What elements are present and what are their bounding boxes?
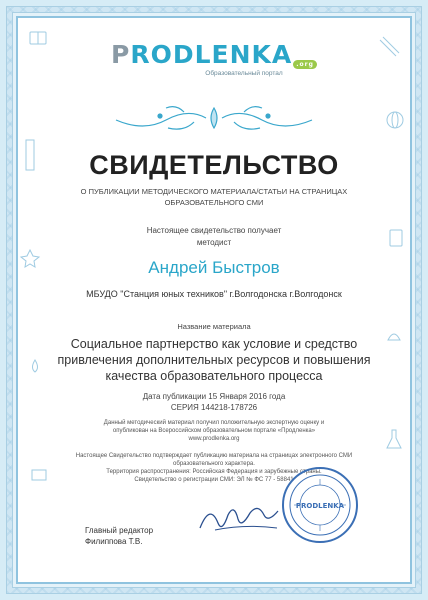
recipient-line-2: методист (196, 238, 232, 247)
confirmation-line-1: Настоящее Свидетельство подтверждает публикацию материала на страницах электронного СМИ образовательного характера. (75, 453, 353, 467)
signer-role: Главный редактор (85, 526, 154, 535)
material-label: Название материала (177, 322, 251, 331)
logo-badge: .org (293, 60, 317, 69)
recipient-line-1: Настоящее свидетельство получает (146, 226, 282, 235)
organization: МБУДО "Станция юных техников" г.Волгодонска г.Волгодонск (86, 289, 342, 299)
logo-wordmark (0, 40, 428, 69)
signer-block (85, 525, 153, 547)
official-stamp (280, 465, 360, 545)
signer-name: Филиппова Т.В. (85, 537, 143, 546)
publication-info (0, 391, 428, 413)
certificate-subtitle: О ПУБЛИКАЦИИ МЕТОДИЧЕСКОГО МАТЕРИАЛА/СТАТЬИ НА СТРАНИЦАХ ОБРАЗОВАТЕЛЬНОГО СМИ (80, 187, 348, 207)
review-note: Данный методический материал получил положительную экспертную оценку и опубликован на Всероссийском образовательном портале «Продленка» www.prodlenka.org (103, 420, 325, 442)
recipient-note (0, 225, 428, 249)
recipient-name: Андрей Быстров (148, 258, 280, 277)
confirmation-line-3: Свидетельство о регистрации СМИ: ЭЛ № ФС 77 - 58841 (134, 477, 294, 483)
material-title: Социальное партнерство как условие и средство привлечения дополнительных ресурсов и повышения качества образовательного процесса (57, 337, 371, 383)
publication-date: Дата публикации 15 Января 2016 года (142, 392, 286, 401)
stamp-center-text: PRODLENKA (295, 502, 345, 510)
logo (0, 40, 428, 77)
floral-ornament (0, 100, 428, 145)
handwritten-signature (195, 500, 285, 540)
confirmation-line-2: Территория распространения: Российская Федерация и зарубежные страны. (106, 469, 322, 475)
logo-subtitle: Образовательный портал (205, 70, 283, 77)
certificate-title: СВИДЕТЕЛЬСТВО (89, 150, 339, 180)
series-number: СЕРИЯ 144218-178726 (170, 403, 258, 412)
logo-name: RODLENKA (130, 40, 293, 69)
logo-letter-p: P (111, 40, 131, 69)
